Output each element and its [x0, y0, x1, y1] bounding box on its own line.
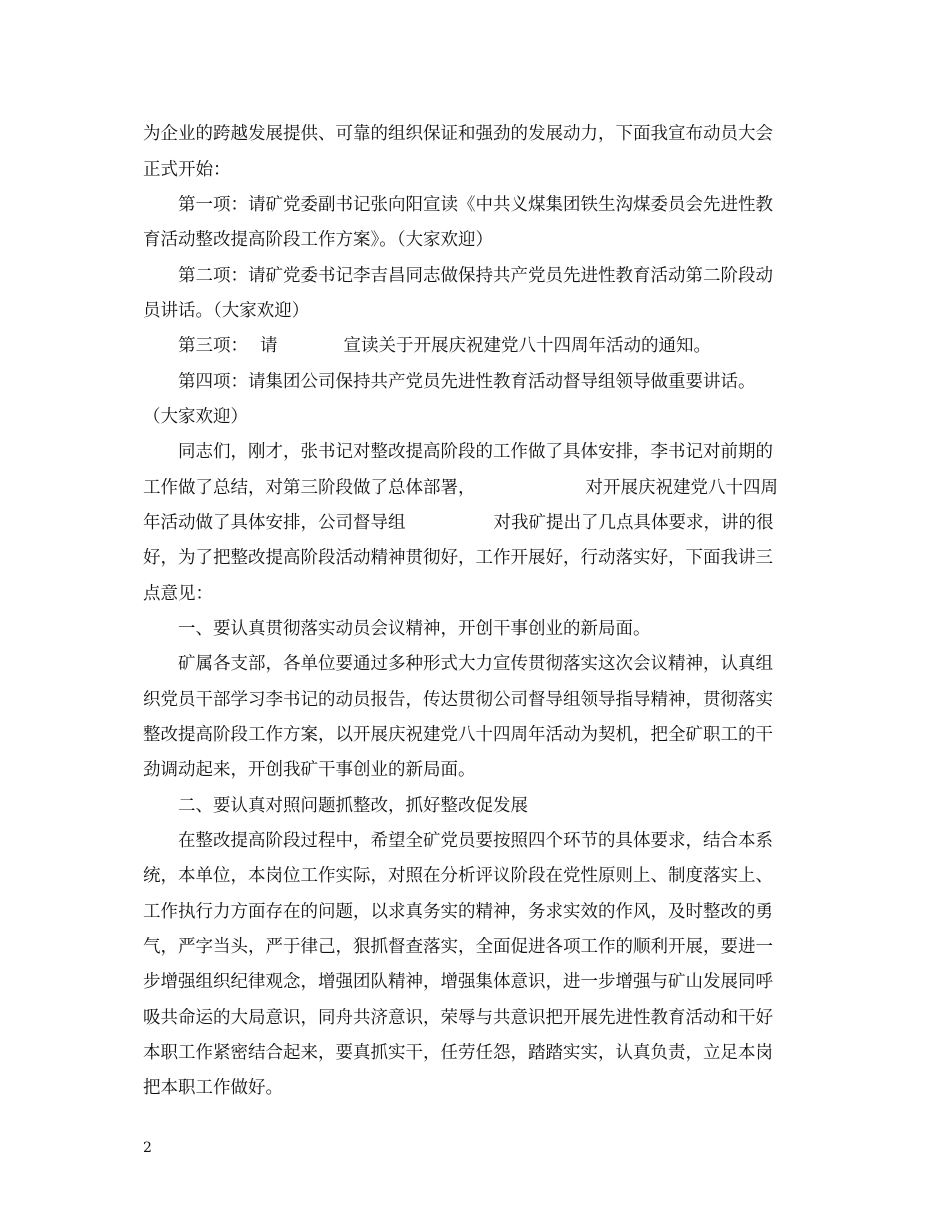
- agenda-item-3-request: 请: [260, 336, 278, 356]
- body-paragraph-line: 矿属各支部，各单位要通过多种形式大力宣传贯彻落实这次会议精神，认真组: [178, 654, 773, 674]
- section-heading-2: 二、要认真对照问题抓整改，抓好整改促发展: [178, 796, 528, 816]
- section-heading-1: 一、要认真贯彻落实动员会议精神，开创干事创业的新局面。: [178, 619, 651, 639]
- agenda-item-3: [178, 335, 711, 357]
- body-text-line: 好，为了把整改提高阶段活动精神贯彻好，工作开展好，行动落实好，下面我讲三: [143, 548, 773, 568]
- body-text-line: 为企业的跨越发展提供、可靠的组织保证和强劲的发展动力，下面我宣布动员大会: [143, 124, 773, 144]
- body-text-line: （大家欢迎）: [143, 407, 248, 427]
- body-text-line: 劲调动起来，开创我矿干事创业的新局面。: [143, 760, 476, 780]
- agenda-item-1: 第一项：请矿党委副书记张向阳宣读《中共义煤集团铁生沟煤委员会先进性教: [178, 195, 773, 215]
- body-text-segment: 对我矿提出了几点具体要求，讲的很: [493, 513, 774, 533]
- agenda-item-3-text: 宣读关于开展庆祝建党八十四周年活动的通知。: [343, 336, 711, 356]
- body-text-line: [143, 477, 778, 499]
- body-text-line: 步增强组织纪律观念，增强团队精神，增强集体意识，进一步增强与矿山发展同呼: [143, 972, 773, 992]
- body-text-line: 把本职工作做好。: [143, 1078, 283, 1098]
- body-text-line: 工作执行力方面存在的问题，以求真务实的精神，务求实效的作风，及时整改的勇: [143, 902, 773, 922]
- body-text-line: 正式开始：: [143, 160, 231, 180]
- agenda-item-4: 第四项：请集团公司保持共产党员先进性教育活动督导组领导做重要讲话。: [178, 372, 756, 392]
- page-number: 2: [143, 1140, 152, 1156]
- body-text-line: 本职工作紧密结合起来，要真抓实干，任劳任怨，踏踏实实，认真负责，立足本岗: [143, 1043, 773, 1063]
- body-text-line: 员讲话。（大家欢迎）: [143, 301, 310, 321]
- body-text-line: [143, 512, 774, 534]
- body-text-segment: 对开展庆祝建党八十四周: [585, 478, 778, 498]
- body-text-line: 织党员干部学习李书记的动员报告，传达贯彻公司督导组领导指导精神，贯彻落实: [143, 690, 773, 710]
- body-paragraph-line: 同志们，刚才，张书记对整改提高阶段的工作做了具体安排，李书记对前期的: [178, 442, 773, 462]
- body-text-segment: 年活动做了具体安排，公司督导组: [143, 513, 406, 533]
- body-text-line: 点意见：: [143, 584, 213, 604]
- body-paragraph-line: 在整改提高阶段过程中，希望全矿党员要按照四个环节的具体要求，结合本系: [178, 831, 773, 851]
- agenda-item-3-label: 第三项：: [178, 336, 248, 356]
- body-text-line: 育活动整改提高阶段工作方案》。（大家欢迎）: [143, 230, 493, 250]
- body-text-line: 吸共命运的大局意识，同舟共济意识，荣辱与共意识把开展先进性教育活动和干好: [143, 1008, 773, 1028]
- body-text-line: 统，本单位，本岗位工作实际，对照在分析评议阶段在党性原则上、制度落实上、: [143, 866, 773, 886]
- agenda-item-2: 第二项：请矿党委书记李吉昌同志做保持共产党员先进性教育活动第二阶段动: [178, 266, 773, 286]
- body-text-segment: 工作做了总结，对第三阶段做了总体部署，: [143, 478, 476, 498]
- body-text-line: 气，严字当头，严于律己，狠抓督查落实，全面促进各项工作的顺利开展，要进一: [143, 937, 773, 957]
- body-text-line: 整改提高阶段工作方案，以开展庆祝建党八十四周年活动为契机，把全矿职工的干: [143, 725, 773, 745]
